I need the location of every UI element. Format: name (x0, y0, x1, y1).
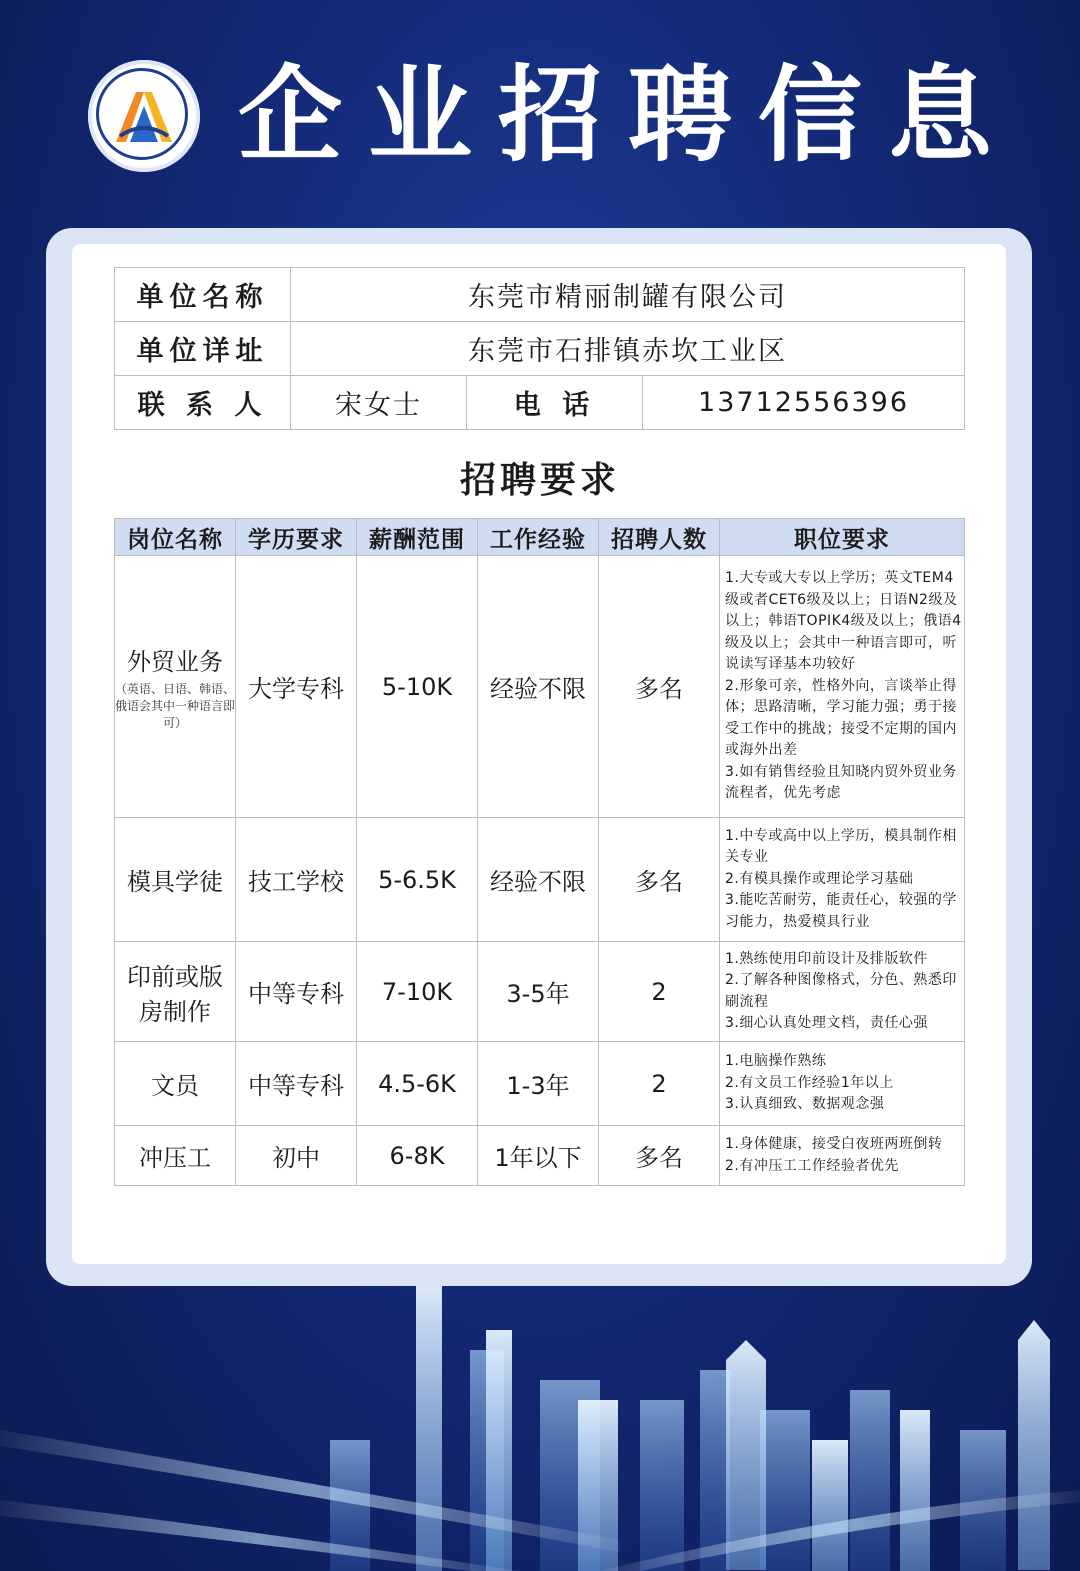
experience-cell: 经验不限 (478, 556, 599, 818)
table-row (115, 556, 965, 818)
table-row (115, 818, 965, 942)
position-cell (115, 556, 236, 818)
requirements-cell (720, 942, 965, 1042)
phone-number: 13712556396 (643, 376, 965, 430)
requirements-cell (720, 818, 965, 942)
company-address-label: 单位详址 (115, 322, 291, 376)
header-requirements: 职位要求 (720, 519, 965, 556)
salary-cell: 4.5-6K (357, 1042, 478, 1126)
education-cell: 初中 (236, 1126, 357, 1186)
count-cell: 2 (599, 942, 720, 1042)
count-cell: 2 (599, 1042, 720, 1126)
company-name-row (115, 268, 965, 322)
requirement-item: 2.有冲压工工作经验者优先 (725, 1157, 899, 1174)
requirement-item: 3.能吃苦耐劳，能责任心，较强的学习能力，热爱模具行业 (725, 892, 957, 930)
requirement-item: 2.有模具操作或理论学习基础 (725, 870, 914, 887)
requirement-item: 2.形象可亲，性格外向，言谈举止得体；思路清晰，学习能力强；勇于接受工作中的挑战；接受不定期的国内或海外出差 (725, 677, 957, 759)
requirement-item: 1.大专或大专以上学历；英文TEM4级或者CET6级及以上；日语N2级及以上；韩语TOPIK4级及以上；俄语4级及以上；会其中一种语言即可，听说读写译基本功较好 (725, 570, 962, 673)
experience-cell: 1年以下 (478, 1126, 599, 1186)
contact-name: 宋女士 (291, 376, 467, 430)
header-position: 岗位名称 (115, 519, 236, 556)
table-row (115, 942, 965, 1042)
contact-row (115, 376, 965, 430)
jobs-header-row (115, 519, 965, 556)
education-cell: 中等专科 (236, 942, 357, 1042)
header-experience: 工作经验 (478, 519, 599, 556)
salary-cell: 5-6.5K (357, 818, 478, 942)
company-address: 东莞市石排镇赤坎工业区 (291, 322, 965, 376)
count-cell: 多名 (599, 818, 720, 942)
position-cell: 印前或版房制作 (115, 942, 236, 1042)
hrss-bureau-logo-icon (88, 60, 200, 172)
salary-cell: 5-10K (357, 556, 478, 818)
experience-cell: 1-3年 (478, 1042, 599, 1126)
requirement-item: 2.了解各种图像格式，分色、熟悉印刷流程 (725, 972, 957, 1010)
company-name-label: 单位名称 (115, 268, 291, 322)
experience-cell: 3-5年 (478, 942, 599, 1042)
position-cell: 模具学徒 (115, 818, 236, 942)
experience-cell: 经验不限 (478, 818, 599, 942)
company-name: 东莞市精丽制罐有限公司 (291, 268, 965, 322)
requirement-item: 1.身体健康，接受白夜班两班倒转 (725, 1136, 943, 1152)
requirement-item: 2.有文员工作经验1年以上 (725, 1074, 894, 1091)
education-cell: 中等专科 (236, 1042, 357, 1126)
requirement-item: 1.熟练使用印前设计及排版软件 (725, 950, 928, 967)
count-cell: 多名 (599, 1126, 720, 1186)
company-info-table (114, 267, 965, 430)
education-cell: 大学专科 (236, 556, 357, 818)
requirement-item: 1.中专或高中以上学历，模具制作相关专业 (725, 827, 957, 866)
phone-label: 电 话 (467, 376, 643, 430)
position-cell: 文员 (115, 1042, 236, 1126)
header-salary: 薪酬范围 (357, 519, 478, 556)
jobs-table (114, 518, 965, 1186)
salary-cell: 6-8K (357, 1126, 478, 1186)
position-note: （英语、日语、韩语、俄语会其中一种语言即可） (115, 681, 236, 730)
logo-mark-icon (110, 84, 178, 148)
page-title: 企业招聘信息 (238, 53, 1019, 176)
table-row (115, 1126, 965, 1186)
city-skyline-illustration (0, 1280, 1080, 1571)
requirement-item: 3.如有销售经验且知晓内贸外贸业务流程者，优先考虑 (725, 763, 957, 802)
table-row (115, 1042, 965, 1126)
contact-label: 联 系 人 (115, 376, 291, 430)
poster-header (0, 0, 1080, 230)
salary-cell: 7-10K (357, 942, 478, 1042)
requirement-item: 1.电脑操作熟练 (725, 1053, 827, 1070)
requirements-cell (720, 1042, 965, 1126)
position-cell: 冲压工 (115, 1126, 236, 1186)
requirement-item: 3.细心认真处理文档，责任心强 (725, 1015, 928, 1031)
header-education: 学历要求 (236, 519, 357, 556)
requirement-item: 3.认真细致、数据观念强 (725, 1096, 885, 1113)
requirements-cell (720, 556, 965, 818)
section-title: 招聘要求 (459, 460, 620, 501)
header-count: 招聘人数 (599, 519, 720, 556)
requirements-cell (720, 1126, 965, 1186)
position-name: 外贸业务 (127, 647, 223, 676)
company-address-row (115, 322, 965, 376)
education-cell: 技工学校 (236, 818, 357, 942)
count-cell: 多名 (599, 556, 720, 818)
